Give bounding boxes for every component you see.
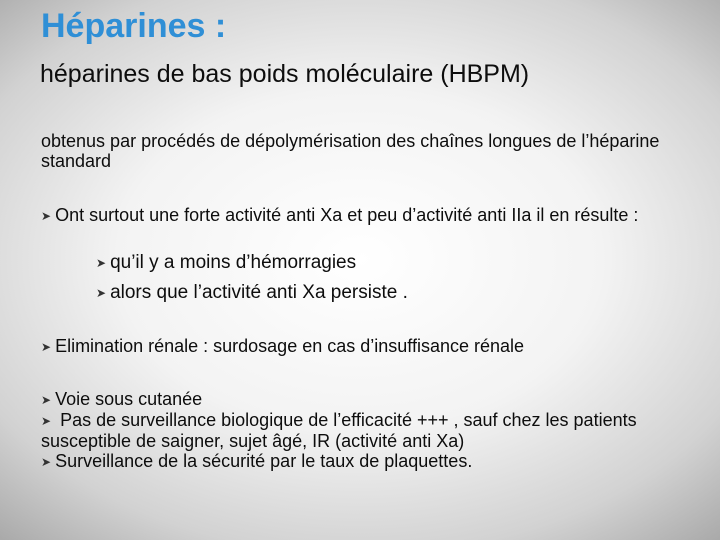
sub-bullet-text: qu’il y a moins d’hémorragies [110, 252, 357, 273]
slide-title: Héparines : [41, 7, 227, 45]
slide-subtitle: héparines de bas poids moléculaire (HBPM) [40, 60, 530, 88]
bullet-safety-text: Surveillance de la sécurité par le taux de plaquettes. [55, 451, 473, 471]
arrow-bullet-icon: ➤ [96, 286, 107, 300]
arrow-bullet-icon: ➤ [41, 340, 52, 354]
sub-bullet-text: alors que l’activité anti Xa persiste . [110, 282, 408, 303]
bullet-elimination [41, 336, 701, 357]
bullet-activity-text: Ont surtout une forte activité anti Xa et peu d’activité anti IIa il en résulte : [55, 205, 639, 225]
bullet-elimination-text: Elimination rénale : surdosage en cas d’insuffisance rénale [55, 336, 525, 356]
intro-text: obtenus par procédés de dépolymérisation des chaînes longues de l’héparine standard [41, 131, 660, 171]
bullet-activity [41, 205, 681, 226]
bullet-monitoring-text: Pas de surveillance biologique de l’efficacité +++ , sauf chez les patients susceptible de saigner, sujet âgé, IR (activité anti Xa) [41, 410, 637, 451]
sub-bullet-item [96, 248, 656, 278]
bullet-route-text: Voie sous cutanée [55, 389, 203, 409]
arrow-bullet-icon: ➤ [41, 455, 52, 469]
bullet-route [41, 389, 691, 410]
bullet-monitoring [41, 410, 691, 451]
bullet-safety [41, 451, 691, 472]
arrow-bullet-icon: ➤ [96, 256, 107, 270]
sub-bullet-list [96, 248, 656, 308]
arrow-bullet-icon: ➤ [41, 209, 52, 223]
arrow-bullet-icon: ➤ [41, 414, 52, 428]
arrow-bullet-icon: ➤ [41, 393, 52, 407]
sub-bullet-item [96, 278, 656, 308]
bullet-group-route [41, 389, 691, 472]
